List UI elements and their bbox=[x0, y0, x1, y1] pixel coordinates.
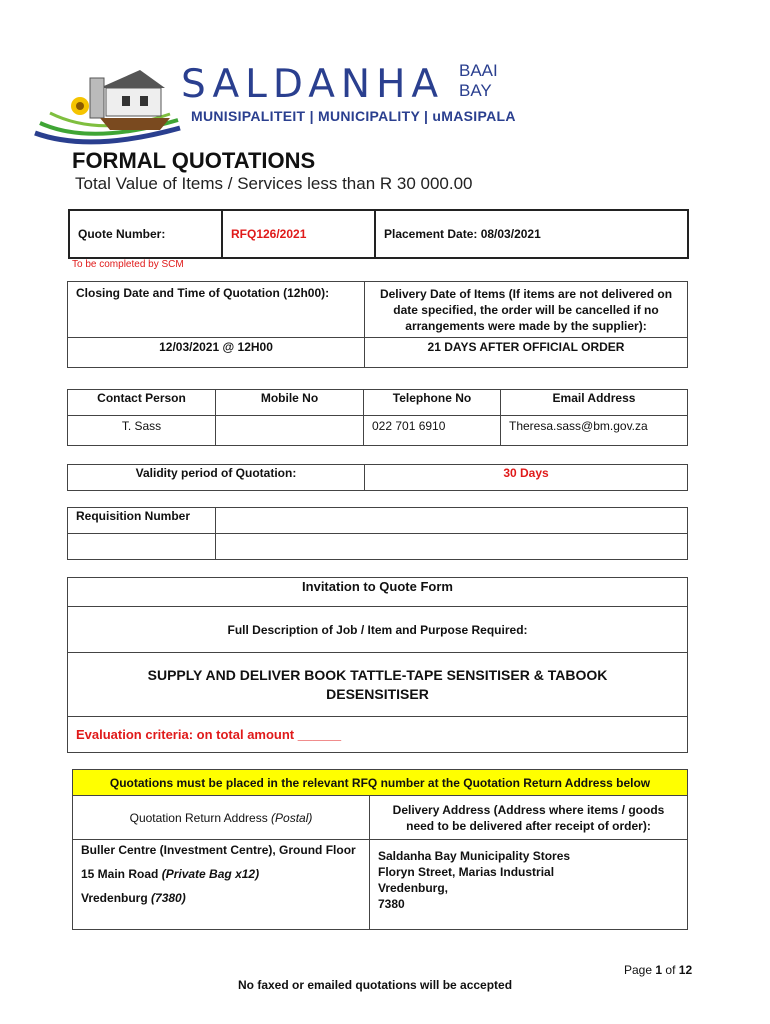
closing-date-value: 12/03/2021 @ 12H00 bbox=[68, 338, 365, 368]
footer-note: No faxed or emailed quotations will be accepted bbox=[238, 978, 513, 992]
delivery-line-3: Vredenburg, bbox=[378, 881, 449, 895]
requisition-blank bbox=[68, 534, 216, 560]
logo-bay: BAY bbox=[459, 81, 492, 100]
logo-wordmark: SALDANHA bbox=[181, 62, 445, 107]
postal-line-2: 15 Main Road bbox=[81, 867, 159, 881]
contact-header-email: Email Address bbox=[501, 390, 688, 416]
page-of: of bbox=[665, 963, 676, 977]
page-number bbox=[624, 963, 692, 977]
postal-line-3-italic: (7380) bbox=[151, 891, 186, 905]
requisition-table bbox=[67, 507, 688, 560]
page-prefix: Page bbox=[624, 963, 653, 977]
scm-note: To be completed by SCM bbox=[72, 259, 184, 270]
validity-label: Validity period of Quotation: bbox=[68, 465, 365, 491]
quote-number-label: Quote Number: bbox=[69, 210, 222, 258]
placement-date: Placement Date: 08/03/2021 bbox=[375, 210, 688, 258]
closing-label: Closing Date and Time of Quotation (12h00): bbox=[68, 282, 365, 338]
invitation-table bbox=[67, 577, 688, 753]
postal-address-label: Quotation Return Address bbox=[129, 810, 268, 825]
page-title: FORMAL QUOTATIONS bbox=[72, 148, 316, 173]
validity-value: 30 Days bbox=[365, 465, 688, 491]
closing-table bbox=[67, 281, 688, 368]
contact-email: Theresa.sass@bm.gov.za bbox=[501, 416, 688, 446]
contact-header-telephone: Telephone No bbox=[364, 390, 501, 416]
delivery-address bbox=[370, 840, 688, 930]
contact-table bbox=[67, 389, 688, 446]
logo-municipality-line: MUNISIPALITEIT | MUNICIPALITY | uMASIPALA bbox=[191, 108, 516, 124]
contact-telephone: 022 701 6910 bbox=[364, 416, 501, 446]
requisition-label: Requisition Number bbox=[68, 508, 216, 534]
page-total: 12 bbox=[678, 963, 693, 977]
delivery-line-2: Floryn Street, Marias Industrial bbox=[378, 865, 555, 879]
postal-address-header bbox=[73, 796, 370, 840]
postal-line-2-wrap bbox=[81, 866, 361, 882]
delivery-line-4: 7380 bbox=[378, 897, 405, 911]
delivery-line-1: Saldanha Bay Municipality Stores bbox=[378, 849, 571, 863]
postal-address-label-italic: (Postal) bbox=[271, 810, 313, 825]
postal-line-1: Buller Centre (Investment Centre), Ground Floor bbox=[81, 843, 356, 857]
logo-baai: BAAI bbox=[459, 61, 498, 80]
job-description: SUPPLY AND DELIVER BOOK TATTLE-TAPE SENSITISER & TABOOK DESENSITISER bbox=[68, 653, 688, 717]
contact-person: T. Sass bbox=[68, 416, 216, 446]
quote-number-table bbox=[68, 209, 689, 259]
invitation-title: Invitation to Quote Form bbox=[68, 578, 688, 607]
delivery-address-label: Delivery Address (Address where items / goods need to be delivered after receipt of order): bbox=[370, 796, 688, 840]
page-current: 1 bbox=[655, 963, 663, 977]
delivery-date-label: Delivery Date of Items (If items are not delivered on date specified, the order will be cancelled if no arrangements were made by the supplier): bbox=[365, 282, 688, 338]
delivery-date-value: 21 DAYS AFTER OFFICIAL ORDER bbox=[365, 338, 688, 368]
contact-header-person: Contact Person bbox=[68, 390, 216, 416]
return-banner: Quotations must be placed in the relevant RFQ number at the Quotation Return Address below bbox=[73, 770, 688, 796]
contact-mobile bbox=[216, 416, 364, 446]
postal-line-3-wrap bbox=[81, 890, 361, 906]
quote-number-value: RFQ126/2021 bbox=[222, 210, 375, 258]
page-subtitle: Total Value of Items / Services less than R 30 000.00 bbox=[75, 174, 473, 193]
requisition-value-1 bbox=[216, 508, 688, 534]
postal-line-2-italic: (Private Bag x12) bbox=[161, 867, 260, 881]
return-address-table bbox=[72, 769, 688, 930]
requisition-value-2 bbox=[216, 534, 688, 560]
validity-table bbox=[67, 464, 688, 491]
evaluation-criteria: Evaluation criteria: on total amount ______ bbox=[68, 717, 688, 753]
contact-header-mobile: Mobile No bbox=[216, 390, 364, 416]
postal-address bbox=[73, 840, 370, 930]
description-label: Full Description of Job / Item and Purpose Required: bbox=[68, 607, 688, 653]
postal-line-3: Vredenburg bbox=[81, 891, 148, 905]
